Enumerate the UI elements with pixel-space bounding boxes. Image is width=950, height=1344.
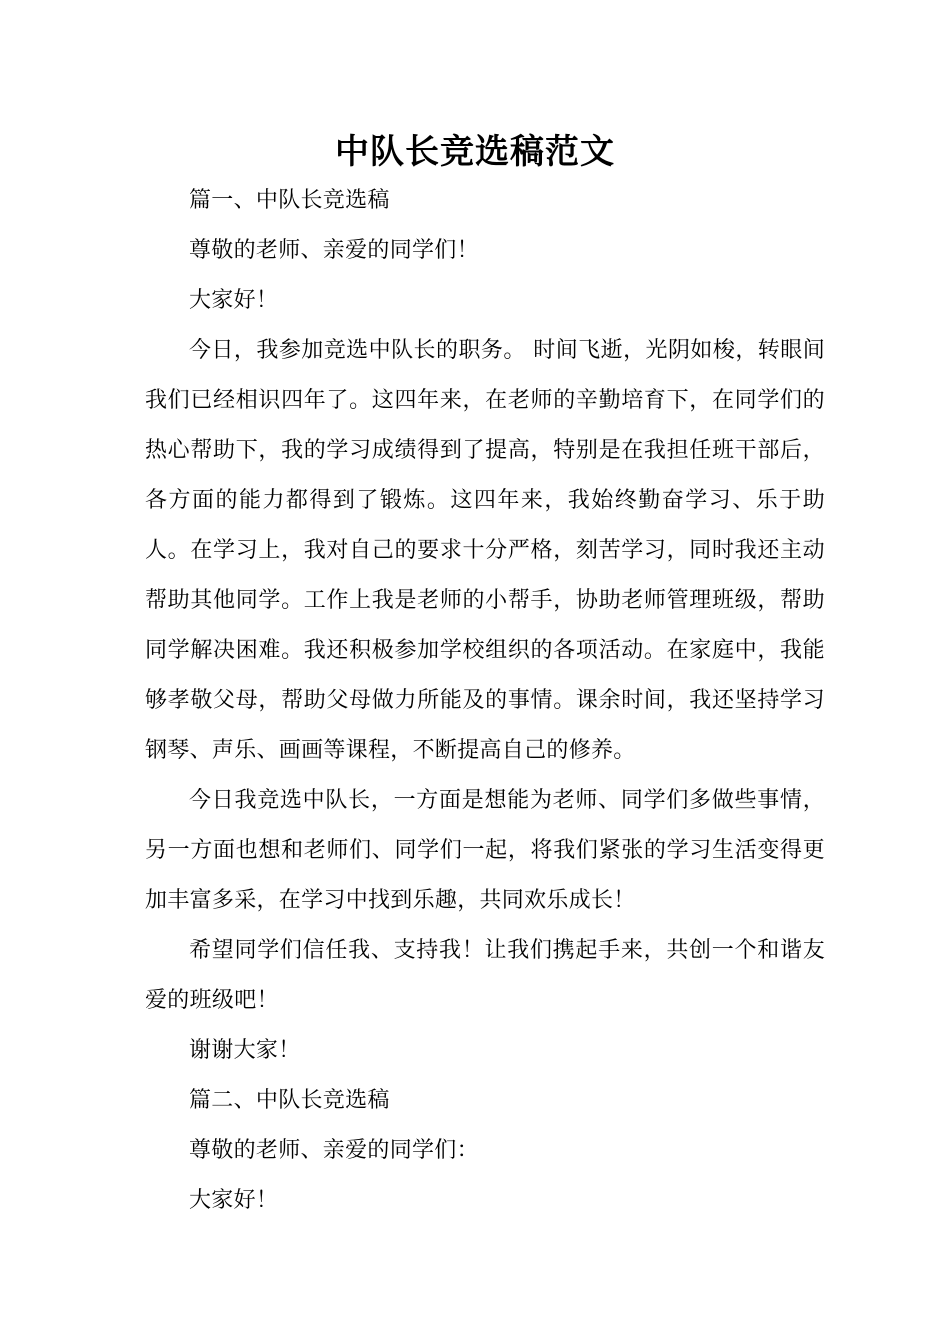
document-body	[145, 176, 825, 1226]
body-paragraph: 今日我竞选中队长，一方面是想能为老师、同学们多做些事情，另一方面也想和老师们、同学们一起，将我们紧张的学习生活变得更加丰富多采，在学习中找到乐趣，共同欢乐成长！	[145, 788, 825, 913]
section-heading: 篇二、中队长竞选稿	[189, 1088, 390, 1113]
greeting: 大家好！	[189, 288, 279, 313]
body-paragraph: 今日，我参加竞选中队长的职务。 时间飞逝，光阴如梭，转眼间我们已经相识四年了。这四年来，在老师的辛勤培育下，在同学们的热心帮助下，我的学习成绩得到了提高，特别是在我担任班干部后，各方面的能力都得到了锻炼。这四年来，我始终勤奋学习、乐于助人。在学习上，我对自己的要求十分严格，刻苦学习，同时我还主动帮助其他同学。工作上我是老师的小帮手，协助老师管理班级，帮助同学解决困难。我还积极参加学校组织的各项活动。在家庭中，我能够孝敬父母，帮助父母做力所能及的事情。课余时间，我还坚持学习钢琴、声乐、画画等课程，不断提高自己的修养。	[145, 338, 825, 763]
closing: 谢谢大家！	[189, 1038, 301, 1063]
greeting: 大家好！	[189, 1188, 279, 1213]
body-paragraph: 希望同学们信任我、支持我！让我们携起手来，共创一个和谐友爱的班级吧！	[145, 938, 825, 1013]
salutation: 尊敬的老师、亲爱的同学们！	[189, 238, 479, 263]
salutation: 尊敬的老师、亲爱的同学们：	[189, 1138, 479, 1163]
document-title: 中队长竞选稿范文	[335, 132, 615, 172]
section-heading: 篇一、中队长竞选稿	[189, 188, 390, 213]
